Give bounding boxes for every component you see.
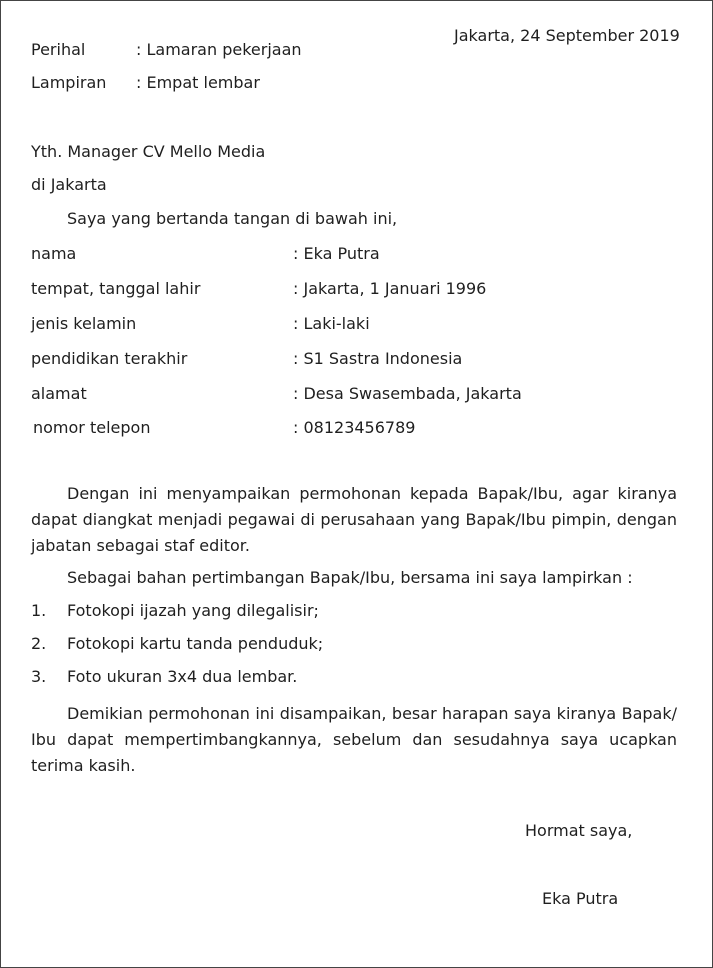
signature-name: Eka Putra <box>542 889 619 908</box>
attachment-number: 2. <box>31 634 47 653</box>
field-value-phone: : 08123456789 <box>293 418 416 437</box>
attachment-item: Fotokopi kartu tanda penduduk; <box>67 634 324 653</box>
perihal-value: : Lamaran pekerjaan <box>136 40 302 59</box>
lampiran-value: : Empat lembar <box>136 73 260 92</box>
attachment-item: Foto ukuran 3x4 dua lembar. <box>67 667 298 686</box>
field-label-gender: jenis kelamin <box>31 314 137 333</box>
attachment-number: 3. <box>31 667 47 686</box>
field-value-address: : Desa Swasembada, Jakarta <box>293 384 522 403</box>
field-label-address: alamat <box>31 384 87 403</box>
recipient-name: Yth. Manager CV Mello Media <box>31 142 266 161</box>
field-value-nama: : Eka Putra <box>293 244 380 263</box>
field-label-phone: nomor telepon <box>33 418 151 437</box>
field-label-ttl: tempat, tanggal lahir <box>31 279 201 298</box>
body-paragraph-attachments-intro: Sebagai bahan pertimbangan Bapak/Ibu, bersama ini saya lampirkan : <box>67 568 633 587</box>
field-label-nama: nama <box>31 244 77 263</box>
field-value-ttl: : Jakarta, 1 Januari 1996 <box>293 279 487 298</box>
recipient-location: di Jakarta <box>31 175 107 194</box>
lampiran-label: Lampiran <box>31 73 107 92</box>
field-value-education: : S1 Sastra Indonesia <box>293 349 463 368</box>
attachment-item: Fotokopi ijazah yang dilegalisir; <box>67 601 319 620</box>
intro-text: Saya yang bertanda tangan di bawah ini, <box>67 209 398 228</box>
field-value-gender: : Laki-laki <box>293 314 370 333</box>
body-paragraph-request: Dengan ini menyampaikan permohonan kepada Bapak/Ibu, agar kiranya dapat diangkat menjadi pegawai di perusahaan yang Bapak/Ibu pimpin, dengan jabatan sebagai staf editor. <box>31 484 677 555</box>
attachment-number: 1. <box>31 601 47 620</box>
body-paragraph-closing: Demikian permohonan ini disampaikan, besar harapan saya kiranya Bapak/ Ibu dapat mempertimbangkannya, sebelum dan sesudahnya saya ucapkan terima kasih. <box>31 704 677 775</box>
signature-greeting: Hormat saya, <box>525 821 633 840</box>
field-label-education: pendidikan terakhir <box>31 349 188 368</box>
perihal-label: Perihal <box>31 40 86 59</box>
letter-date: Jakarta, 24 September 2019 <box>454 26 680 45</box>
